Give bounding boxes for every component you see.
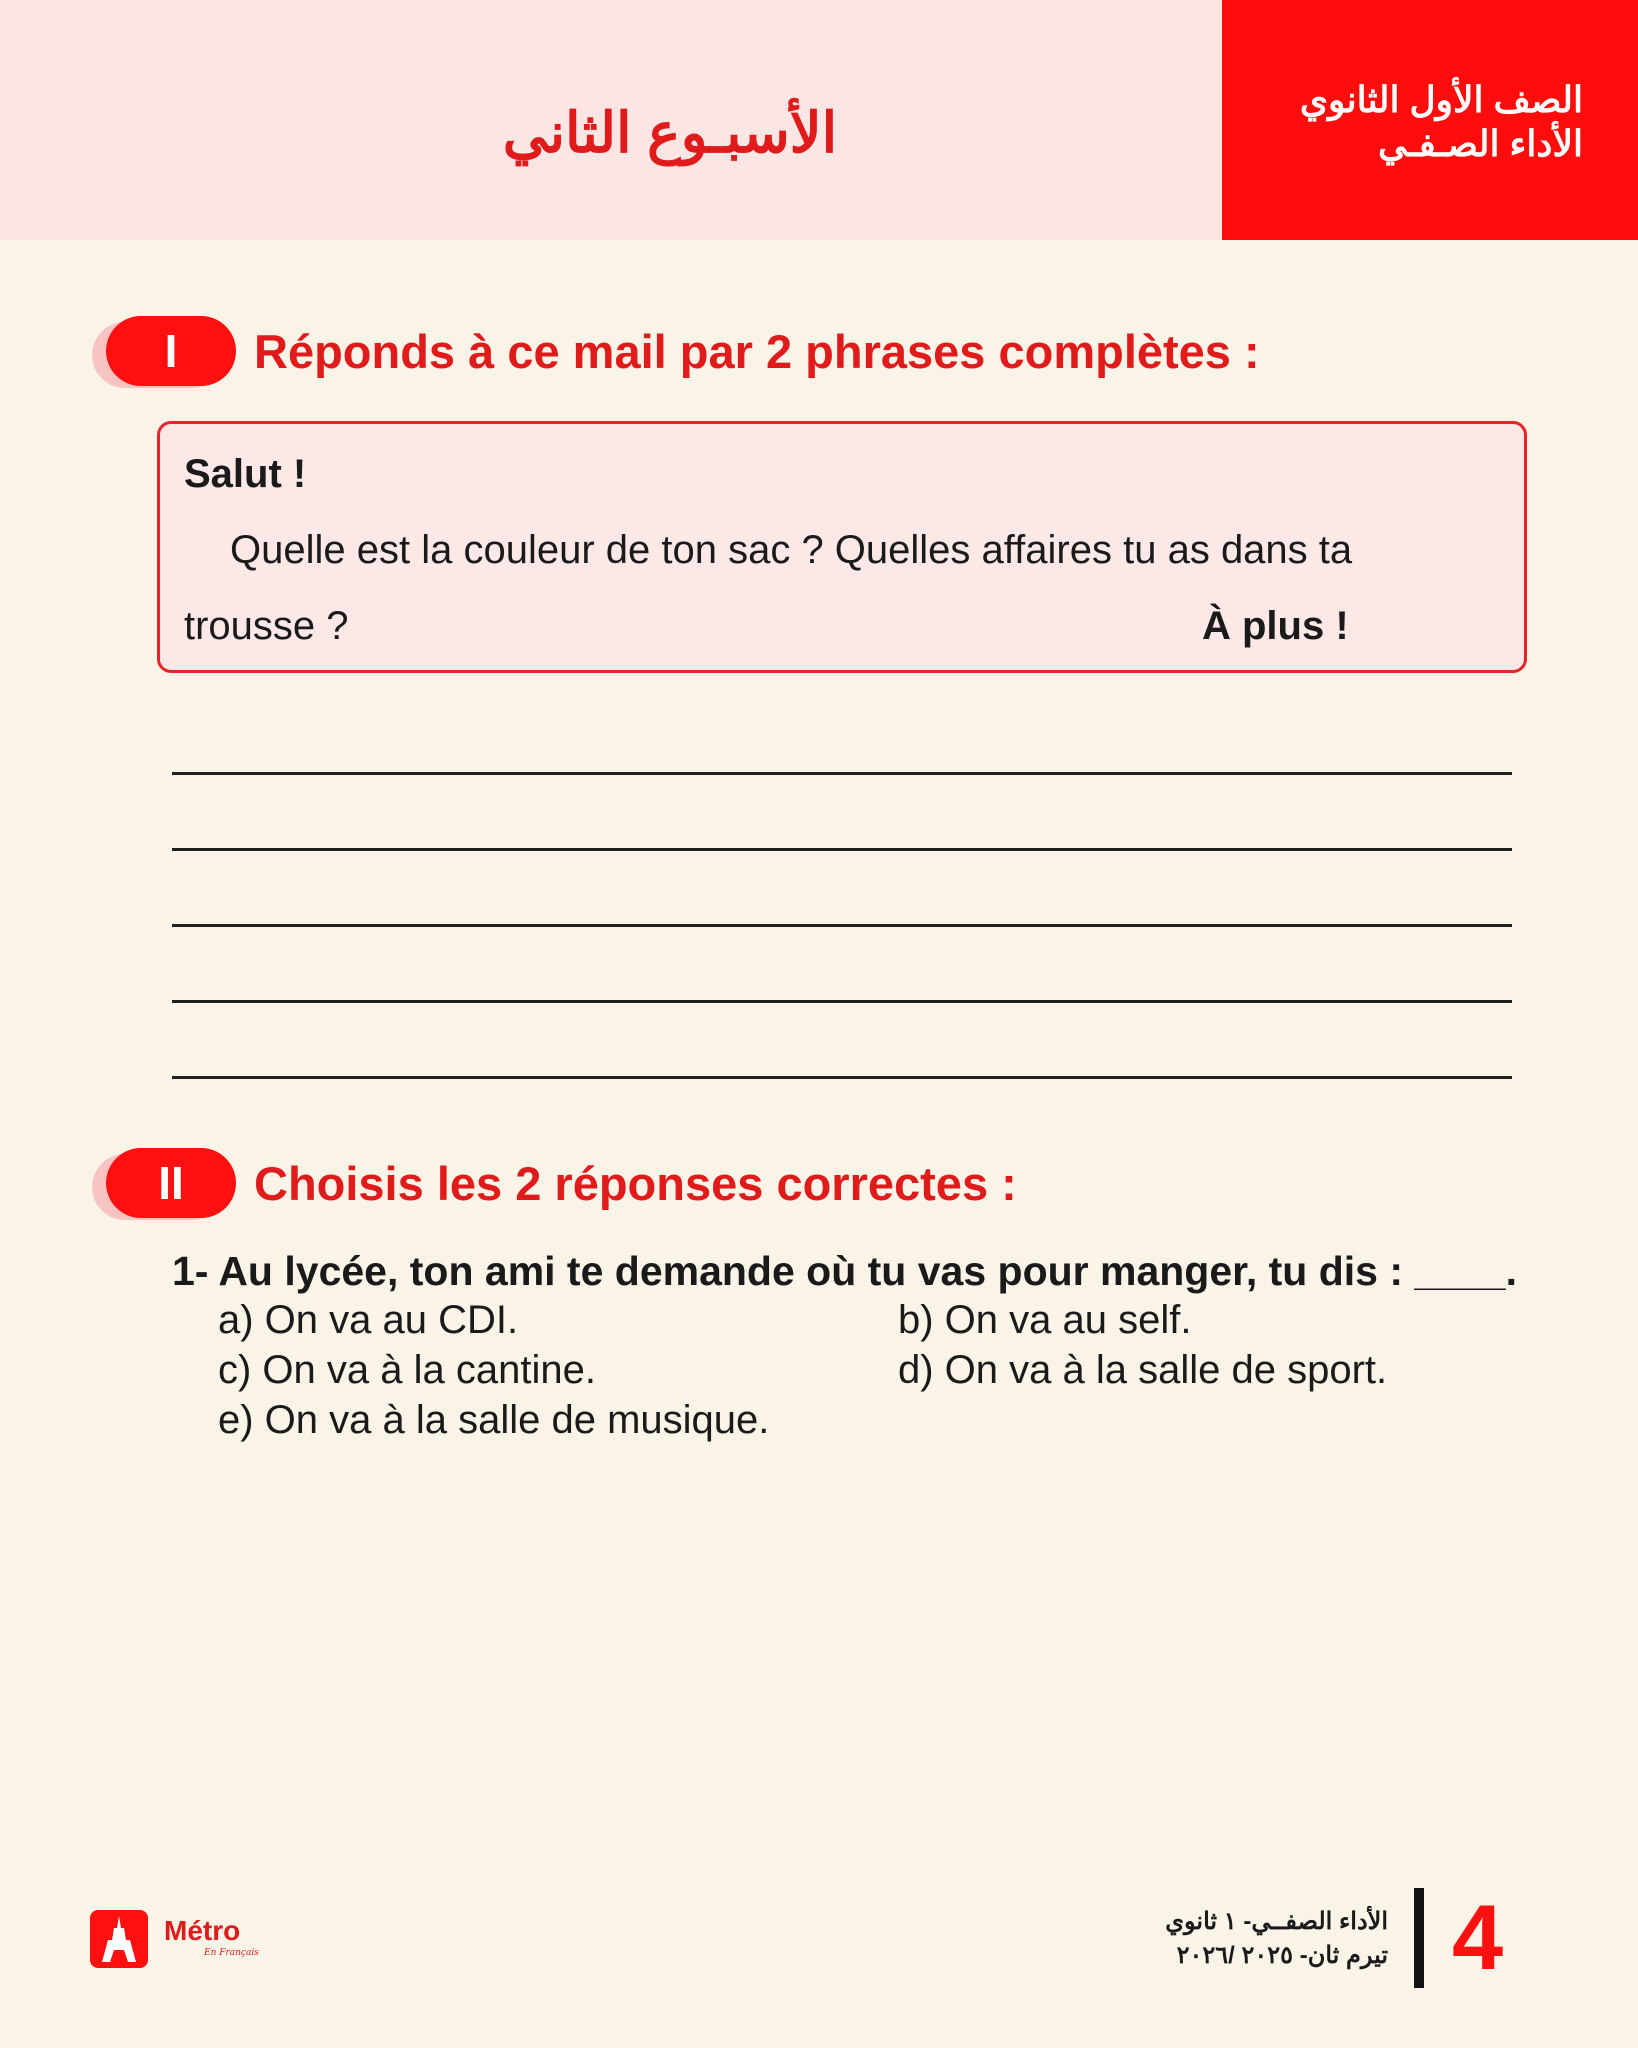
grade-badge [1222,0,1638,240]
week-title: الأسبـوع الثاني [502,101,838,164]
footer-line-1: الأداء الصفــي- ١ ثانوي [1165,1908,1388,1935]
answer-line[interactable] [172,848,1512,851]
grade-label [1300,78,1583,166]
answer-line[interactable] [172,924,1512,927]
eiffel-tower-logo-icon [90,1910,148,1968]
answer-line[interactable] [172,772,1512,775]
option-c[interactable]: c) On va à la cantine. [218,1348,596,1392]
answer-line[interactable] [172,1076,1512,1079]
footer-divider [1414,1888,1424,1988]
mail-closing: À plus ! [1202,604,1349,648]
section-2-title: Choisis les 2 réponses correctes : [254,1157,1017,1210]
section-1-title: Réponds à ce mail par 2 phrases complètes : [254,325,1260,378]
grade-line-1: الصف الأول الثانوي [1299,79,1583,120]
page-number: 4 [1452,1887,1504,1989]
section-number-badge: II [106,1148,236,1218]
page-header [0,0,1638,240]
option-b[interactable]: b) On va au self. [898,1298,1192,1342]
footer-line-2: تيرم ثان- ٢٠٢٥ /٢٠٢٦ [1176,1942,1388,1969]
option-d[interactable]: d) On va à la salle de sport. [898,1348,1388,1392]
mail-body-line-1: Quelle est la couleur de ton sac ? Quelles affaires tu as dans ta [230,528,1353,572]
question-1: 1- Au lycée, ton ami te demande où tu vas pour manger, tu dis : ____. [172,1248,1517,1294]
answer-line[interactable] [172,1000,1512,1003]
mail-body-line-2: trousse ? [184,604,349,648]
mail-greeting: Salut ! [184,452,307,496]
footer-info [1165,1905,1388,1973]
mail-box [157,421,1527,673]
brand-name: Métro [164,1915,241,1946]
grade-line-2: الأداء الصـفـي [1378,123,1583,164]
option-a[interactable]: a) On va au CDI. [218,1298,519,1342]
option-e[interactable]: e) On va à la salle de musique. [218,1398,770,1442]
section-number-badge: I [106,316,236,386]
brand-subtitle: En Français [204,1948,259,1958]
